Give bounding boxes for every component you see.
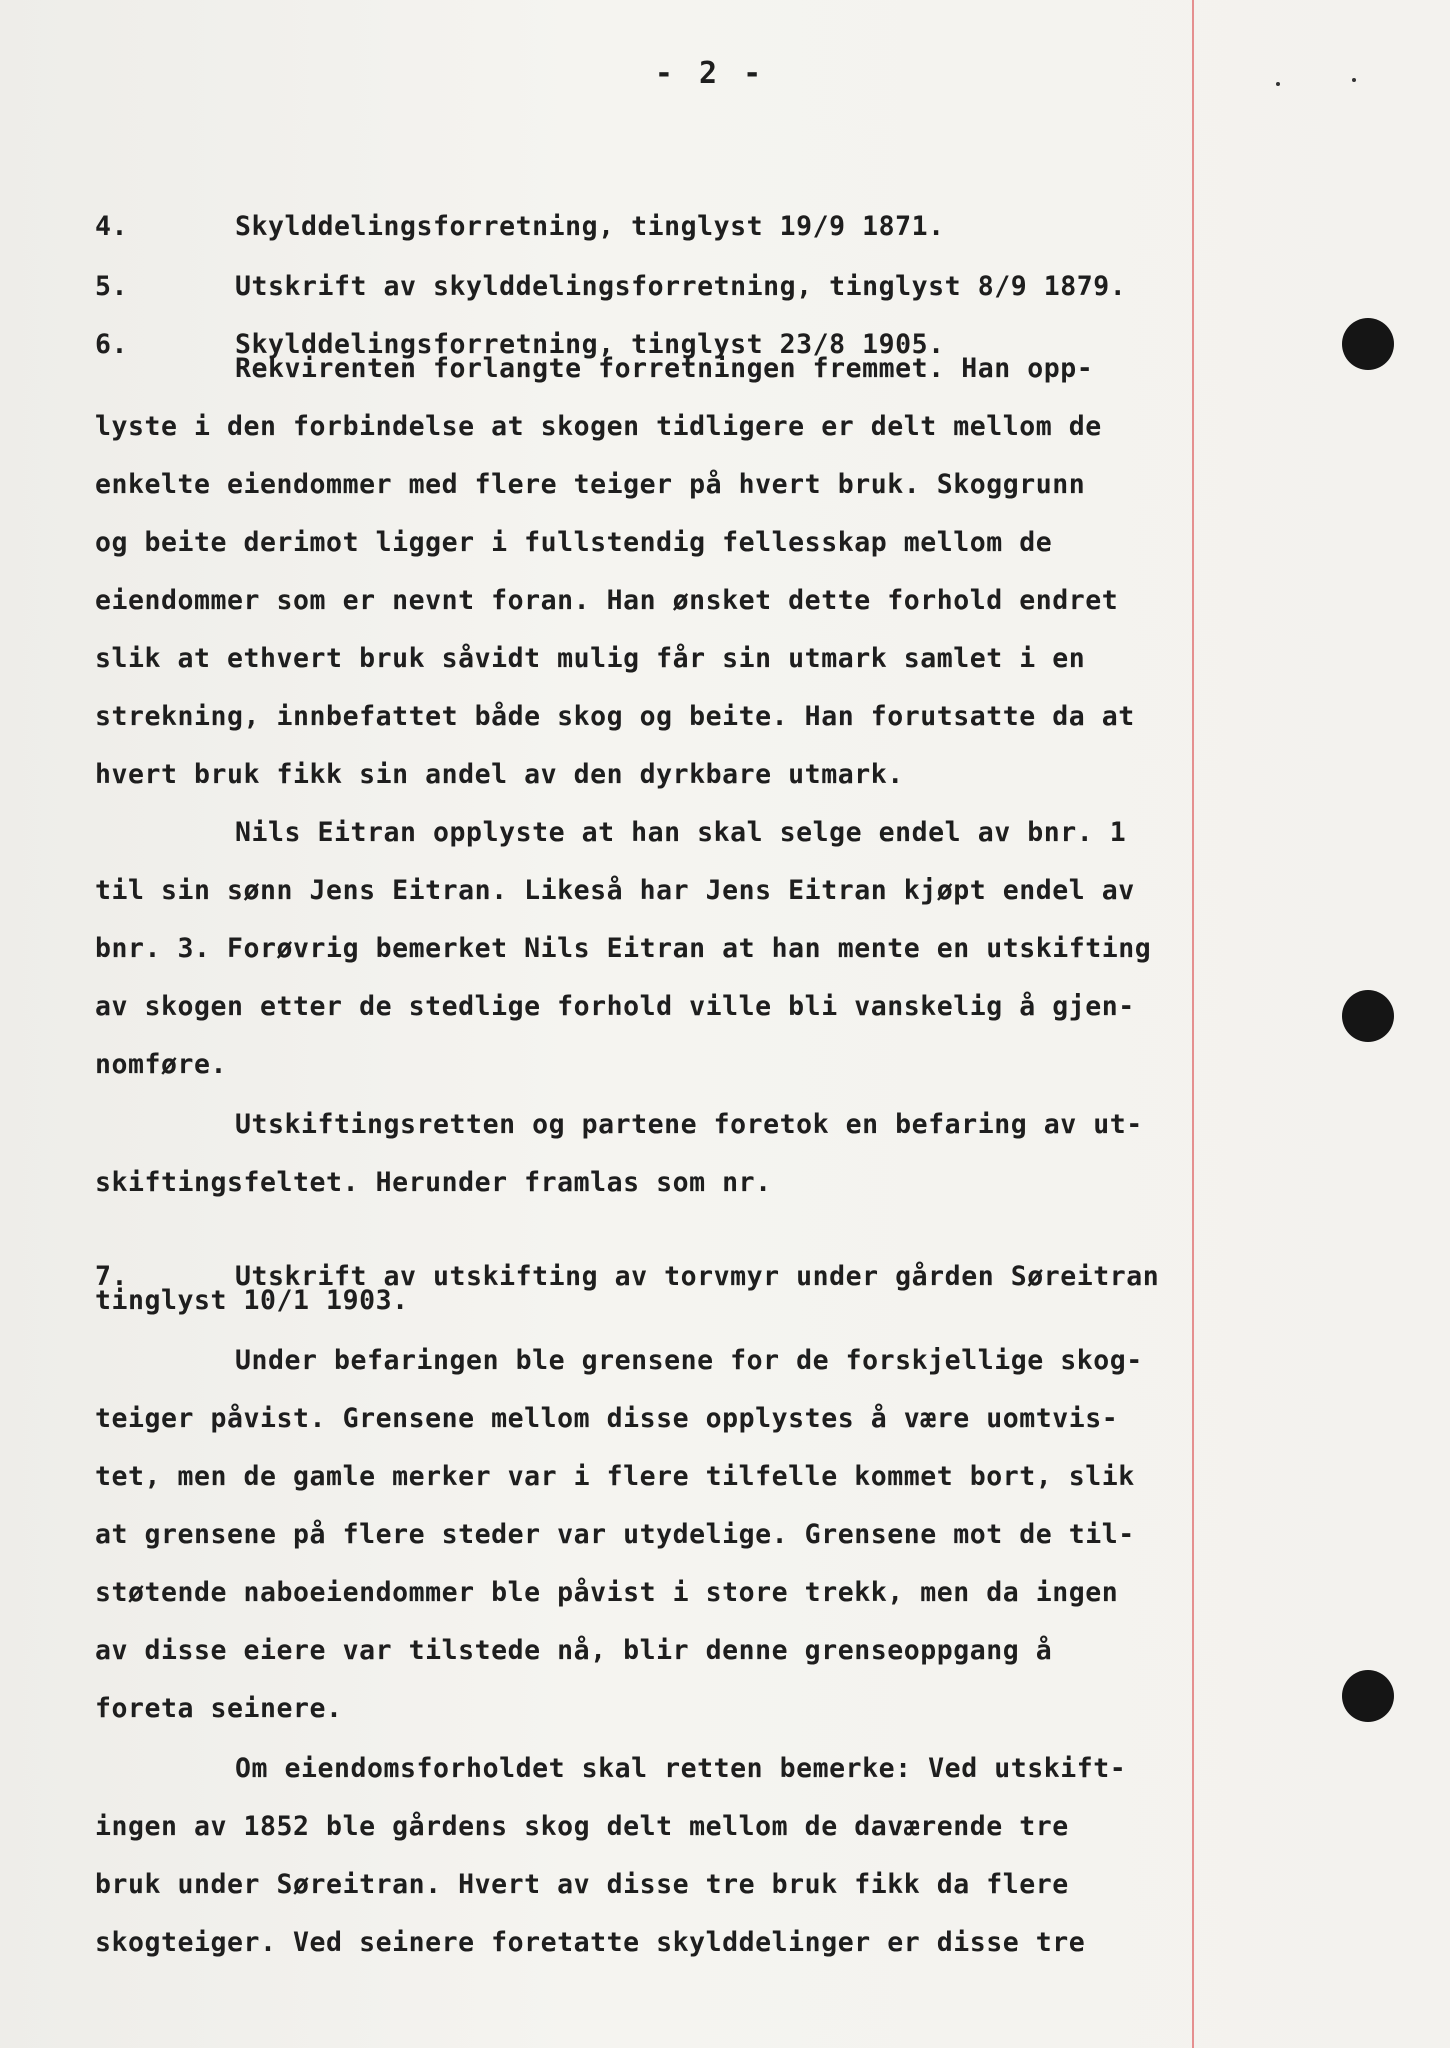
text-line: slik at ethvert bruk såvidt mulig får sin utmark samlet i en <box>95 643 1086 674</box>
text-line: til sin sønn Jens Eitran. Likeså har Jens Eitran kjøpt endel av <box>95 875 1135 906</box>
entry-number: 5. <box>95 271 129 302</box>
text-line: tet, men de gamle merker var i flere tilfelle kommet bort, slik <box>95 1461 1135 1492</box>
text-line: nomføre. <box>95 1049 228 1080</box>
punch-hole-icon <box>1342 990 1394 1042</box>
text-line: teiger påvist. Grensene mellom disse opplystes å være uomtvis- <box>95 1403 1119 1434</box>
text-line: Om eiendomsforholdet skal retten bemerke: Ved utskift- <box>235 1753 1127 1784</box>
text-line: enkelte eiendommer med flere teiger på hvert bruk. Skoggrunn <box>95 469 1086 500</box>
text-line: støtende naboeiendommer ble påvist i store trekk, men da ingen <box>95 1577 1119 1608</box>
speck-mark <box>1352 78 1356 82</box>
entry-text: Skylddelingsforretning, tinglyst 23/8 1905. <box>235 329 945 360</box>
punch-hole-icon <box>1342 318 1394 370</box>
entry-number: 7. <box>95 1261 129 1292</box>
text-line: skiftingsfeltet. Herunder framlas som nr. <box>95 1167 772 1198</box>
text-line: foreta seinere. <box>95 1693 343 1724</box>
punch-hole-icon <box>1342 1670 1394 1722</box>
text-line: tinglyst 10/1 1903. <box>95 1285 409 1316</box>
text-line: strekning, innbefattet både skog og beite. Han forutsatte da at <box>95 701 1135 732</box>
text-line: Nils Eitran opplyste at han skal selge endel av bnr. 1 <box>235 817 1127 848</box>
text-line: at grensene på flere steder var utydelige. Grensene mot de til- <box>95 1519 1135 1550</box>
text-line: hvert bruk fikk sin andel av den dyrkbare utmark. <box>95 759 904 790</box>
red-margin-line <box>1192 0 1194 2048</box>
text-line: eiendommer som er nevnt foran. Han ønsket dette forhold endret <box>95 585 1119 616</box>
entry-text: Utskrift av skylddelingsforretning, tinglyst 8/9 1879. <box>235 271 1127 302</box>
text-line: og beite derimot ligger i fullstendig fellesskap mellom de <box>95 527 1053 558</box>
text-line: Utskiftingsretten og partene foretok en befaring av ut- <box>235 1109 1143 1140</box>
text-line: skogteiger. Ved seinere foretatte skylddelinger er disse tre <box>95 1927 1086 1958</box>
text-line: ingen av 1852 ble gårdens skog delt mellom de daværende tre <box>95 1811 1069 1842</box>
text-line: bruk under Søreitran. Hvert av disse tre bruk fikk da flere <box>95 1869 1069 1900</box>
text-line: bnr. 3. Forøvrig bemerket Nils Eitran at han mente en utskifting <box>95 933 1152 964</box>
speck-mark <box>1276 82 1280 86</box>
text-line: av skogen etter de stedlige forhold ville bli vanskelig å gjen- <box>95 991 1135 1022</box>
entry-number: 4. <box>95 211 129 242</box>
text-line: lyste i den forbindelse at skogen tidligere er delt mellom de <box>95 411 1102 442</box>
page-number: - 2 - <box>654 56 766 91</box>
text-line: Under befaringen ble grensene for de forskjellige skog- <box>235 1345 1143 1376</box>
entry-text: Utskrift av utskifting av torvmyr under gården Søreitran <box>235 1261 1160 1292</box>
entry-text: Skylddelingsforretning, tinglyst 19/9 1871. <box>235 211 945 242</box>
text-line: Rekvirenten forlangte forretningen fremmet. Han opp- <box>235 353 1094 384</box>
text-line: av disse eiere var tilstede nå, blir denne grenseoppgang å <box>95 1635 1053 1666</box>
entry-number: 6. <box>95 329 129 360</box>
